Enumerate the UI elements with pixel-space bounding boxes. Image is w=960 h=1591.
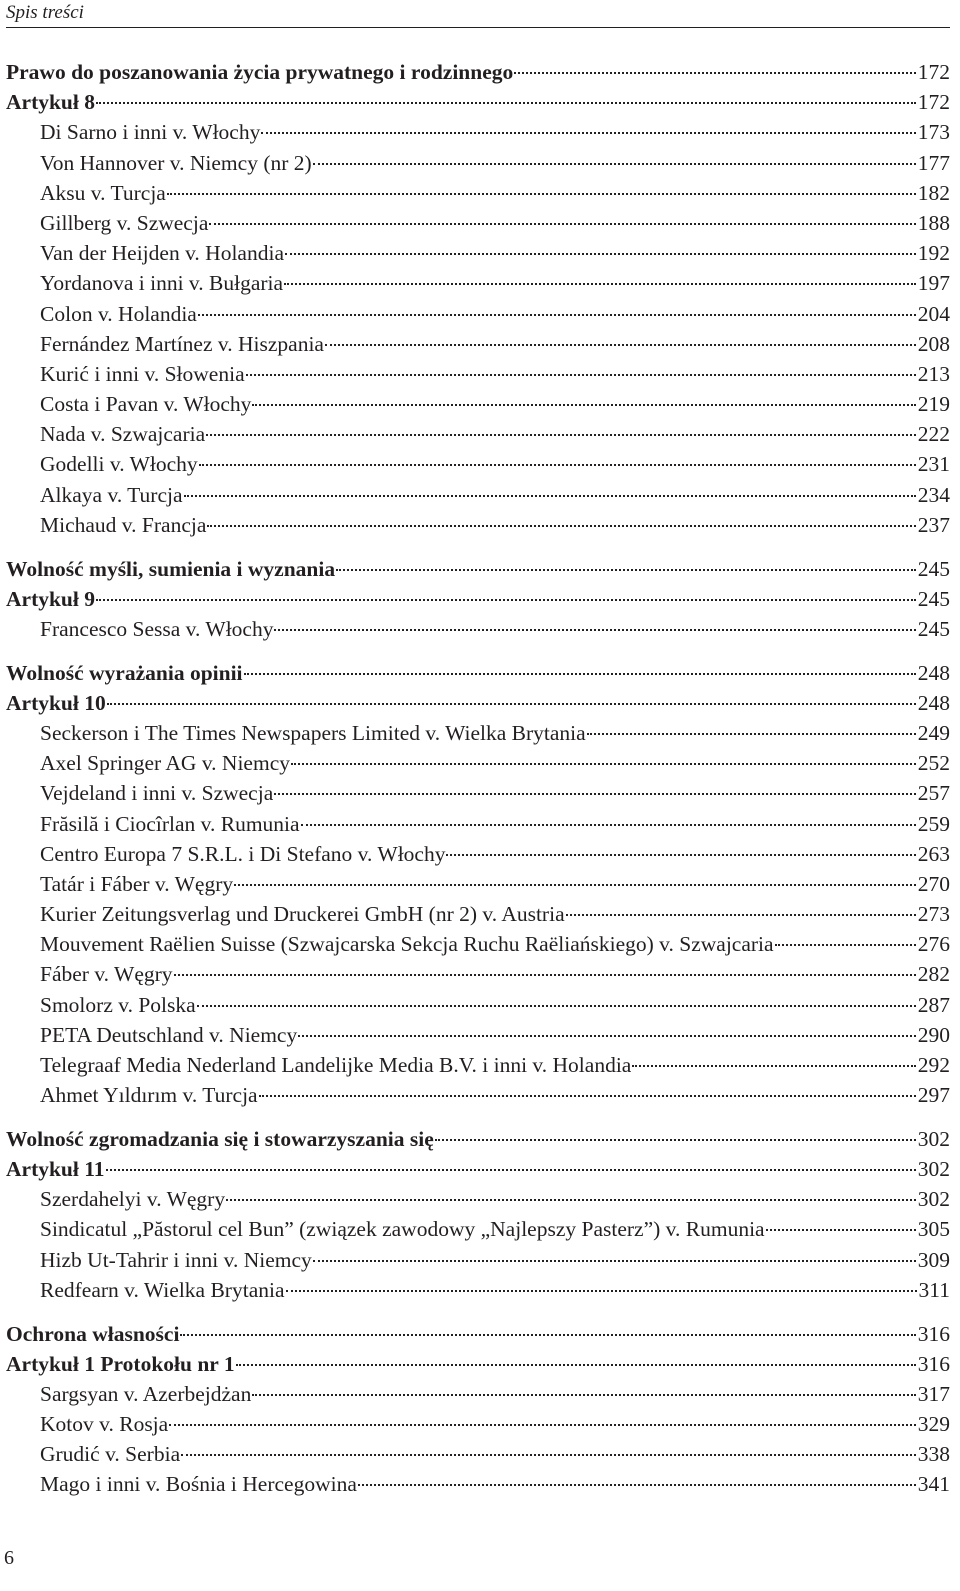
toc-entry-page: 276	[917, 932, 950, 957]
toc-case-entry[interactable]	[6, 809, 950, 839]
toc-entry-title: Prawo do poszanowania życia prywatnego i rodzinnego	[6, 60, 514, 84]
toc-case-entry[interactable]	[6, 510, 950, 540]
toc-entry-title: Artykuł 8	[6, 90, 95, 115]
toc-entry-title: Sargsyan v. Azerbejdżan	[40, 1381, 252, 1406]
toc-entry-title: Fernández Martínez v. Hiszpania	[40, 331, 324, 356]
toc-case-entry[interactable]	[6, 778, 950, 808]
toc-entry-page: 302	[917, 1126, 950, 1151]
toc-entry-page: 222	[917, 422, 950, 447]
toc-case-entry[interactable]	[6, 238, 950, 268]
toc-entry-title: Von Hannover v. Niemcy (nr 2)	[40, 150, 312, 175]
toc-entry-title: Kurić i inni v. Słowenia	[40, 361, 245, 386]
toc-case-entry[interactable]	[6, 299, 950, 329]
toc-entry-title: Ochrona własności	[6, 1321, 180, 1346]
toc-entry-title: Godelli v. Włochy	[40, 452, 198, 477]
toc-entry-page: 290	[917, 1022, 950, 1047]
toc-entry-title: Artykuł 10	[6, 690, 106, 715]
dot-leader	[313, 1260, 916, 1262]
table-of-contents	[6, 57, 950, 1500]
dot-leader	[206, 434, 916, 436]
dot-leader	[167, 193, 916, 195]
dot-leader	[234, 884, 916, 886]
toc-case-entry[interactable]	[6, 208, 950, 238]
toc-entry-page: 292	[917, 1053, 950, 1077]
dot-leader	[435, 1139, 916, 1141]
toc-case-entry[interactable]	[6, 718, 950, 748]
dot-leader	[209, 223, 915, 225]
toc-entry-title: Kurier Zeitungsverlag und Druckerei GmbH (nr 2) v. Austria	[40, 902, 565, 927]
toc-case-entry[interactable]	[6, 419, 950, 449]
dot-leader	[514, 72, 916, 74]
toc-entry-title: Michaud v. Francja	[40, 512, 207, 537]
toc-entry-title: Sindicatul „Păstorul cel Bun” (związek zawodowy „Najlepszy Pasterz”) v. Rumunia	[40, 1217, 765, 1242]
toc-entry-page: 237	[917, 512, 950, 537]
toc-case-entry[interactable]	[6, 1439, 950, 1469]
toc-entry-page: 287	[917, 992, 950, 1017]
toc-case-entry[interactable]	[6, 839, 950, 869]
toc-case-entry[interactable]	[6, 1245, 950, 1275]
toc-entry-page: 309	[917, 1247, 950, 1272]
toc-entry-page: 317	[917, 1381, 950, 1406]
dot-leader	[632, 1065, 915, 1067]
toc-entry-title: Di Sarno i inni v. Włochy	[40, 120, 261, 145]
dot-leader	[775, 944, 916, 946]
dot-leader	[261, 132, 915, 134]
dot-leader	[286, 1290, 917, 1292]
dot-leader	[446, 854, 915, 856]
toc-entry-page: 248	[917, 660, 950, 685]
toc-entry-page: 263	[917, 841, 950, 866]
toc-entry-page: 173	[917, 120, 950, 145]
toc-case-entry[interactable]	[6, 869, 950, 899]
dot-leader	[252, 404, 915, 406]
toc-entry-page: 172	[917, 90, 950, 115]
running-header: Spis treści	[6, 2, 84, 23]
dot-leader	[325, 344, 916, 346]
toc-entry-page: 316	[917, 1321, 950, 1346]
toc-entry-page: 297	[917, 1083, 950, 1108]
toc-section-entry[interactable]	[6, 688, 950, 718]
dot-leader	[252, 1394, 915, 1396]
dot-leader	[181, 1454, 916, 1456]
toc-entry-title: Wolność wyrażania opinii	[6, 660, 243, 685]
toc-case-entry[interactable]	[6, 959, 950, 989]
toc-section-entry[interactable]	[6, 584, 950, 614]
toc-entry-page: 305	[917, 1217, 950, 1242]
toc-entry-page: 341	[917, 1472, 950, 1497]
toc-entry-title: Wolność zgromadzania się i stowarzyszania się	[6, 1126, 434, 1151]
dot-leader	[184, 495, 916, 497]
toc-case-entry[interactable]	[6, 1379, 950, 1409]
toc-entry-page: 302	[917, 1157, 950, 1182]
toc-entry-title: Redfearn v. Wielka Brytania	[40, 1277, 285, 1302]
toc-entry-page: 311	[918, 1277, 950, 1302]
toc-entry-title: Mago i inni v. Bośnia i Hercegowina	[40, 1472, 357, 1497]
toc-entry-title: Smolorz v. Polska	[40, 992, 196, 1017]
toc-case-entry[interactable]	[6, 1020, 950, 1050]
toc-case-entry[interactable]	[6, 1214, 950, 1244]
toc-entry-page: 182	[917, 180, 950, 205]
toc-entry-page: 172	[917, 60, 950, 84]
toc-entry-title: Szerdahelyi v. Węgry	[40, 1187, 226, 1212]
toc-entry-title: Telegraaf Media Nederland Landelijke Media B.V. i inni v. Holandia	[40, 1053, 632, 1077]
dot-leader	[274, 629, 915, 631]
toc-case-entry[interactable]	[6, 449, 950, 479]
toc-entry-page: 245	[917, 556, 950, 581]
toc-case-entry[interactable]	[6, 329, 950, 359]
toc-entry-title: Centro Europa 7 S.R.L. i Di Stefano v. Włochy	[40, 841, 446, 866]
toc-entry-page: 234	[917, 482, 950, 507]
toc-entry-page: 257	[917, 781, 950, 806]
toc-entry-title: Gillberg v. Szwecja	[40, 210, 209, 235]
toc-entry-page: 270	[917, 871, 950, 896]
toc-entry-title: Vejdeland i inni v. Szwecja	[40, 781, 274, 806]
toc-case-entry[interactable]	[6, 268, 950, 298]
toc-case-entry[interactable]	[6, 178, 950, 208]
dot-leader	[199, 464, 916, 466]
toc-case-entry[interactable]	[6, 1050, 950, 1080]
toc-case-entry[interactable]	[6, 117, 950, 147]
toc-case-entry[interactable]	[6, 359, 950, 389]
toc-entry-page: 316	[917, 1351, 950, 1376]
toc-entry-title: Costa i Pavan v. Włochy	[40, 392, 252, 417]
dot-leader	[174, 974, 916, 976]
dot-leader	[291, 763, 916, 765]
toc-entry-page: 213	[917, 361, 950, 386]
dot-leader	[180, 1334, 915, 1336]
toc-case-entry[interactable]	[6, 748, 950, 778]
toc-case-entry[interactable]	[6, 614, 950, 644]
toc-entry-page: 249	[917, 720, 950, 745]
dot-leader	[301, 824, 916, 826]
dot-leader	[226, 1199, 916, 1201]
toc-section-entry[interactable]	[6, 1349, 950, 1379]
toc-case-entry[interactable]	[6, 148, 950, 178]
toc-case-entry[interactable]	[6, 1080, 950, 1110]
toc-entry-page: 197	[917, 271, 950, 296]
dot-leader	[207, 525, 915, 527]
dot-leader	[259, 1095, 916, 1097]
toc-entry-page: 204	[917, 301, 950, 326]
toc-entry-page: 177	[917, 150, 950, 175]
dot-leader	[198, 314, 916, 316]
dot-leader	[106, 1169, 916, 1171]
toc-entry-title: Yordanova i inni v. Bułgaria	[40, 271, 284, 296]
toc-entry-title: PETA Deutschland v. Niemcy	[40, 1022, 298, 1047]
toc-case-entry[interactable]	[6, 929, 950, 959]
dot-leader	[336, 569, 916, 571]
toc-section-entry[interactable]	[6, 57, 950, 87]
dot-leader	[566, 914, 916, 916]
dot-leader	[107, 703, 916, 705]
toc-entry-page: 282	[917, 962, 950, 987]
toc-entry-page: 302	[917, 1187, 950, 1212]
toc-entry-page: 245	[917, 586, 950, 611]
toc-entry-page: 231	[917, 452, 950, 477]
toc-entry-title: Aksu v. Turcja	[40, 180, 166, 205]
toc-case-entry[interactable]	[6, 480, 950, 510]
toc-entry-title: Seckerson i The Times Newspapers Limited v. Wielka Brytania	[40, 720, 586, 745]
toc-case-entry[interactable]	[6, 1275, 950, 1305]
dot-leader	[274, 793, 916, 795]
toc-entry-page: 188	[917, 210, 950, 235]
toc-section-entry[interactable]	[6, 658, 950, 688]
toc-case-entry[interactable]	[6, 1469, 950, 1499]
toc-case-entry[interactable]	[6, 1409, 950, 1439]
dot-leader	[197, 1005, 916, 1007]
toc-entry-page: 192	[917, 241, 950, 266]
toc-section-entry[interactable]	[6, 554, 950, 584]
toc-case-entry[interactable]	[6, 1184, 950, 1214]
toc-entry-title: Colon v. Holandia	[40, 301, 197, 326]
dot-leader	[236, 1364, 916, 1366]
toc-entry-page: 338	[917, 1442, 950, 1467]
dot-leader	[587, 733, 916, 735]
toc-case-entry[interactable]	[6, 389, 950, 419]
toc-entry-title: Van der Heijden v. Holandia	[40, 241, 284, 266]
dot-leader	[284, 283, 916, 285]
toc-section-entry[interactable]	[6, 1124, 950, 1154]
toc-entry-page: 208	[917, 331, 950, 356]
dot-leader	[246, 374, 916, 376]
toc-entry-title: Axel Springer AG v. Niemcy	[40, 751, 290, 776]
toc-entry-title: Nada v. Szwajcaria	[40, 422, 206, 447]
toc-entry-page: 259	[917, 811, 950, 836]
toc-entry-title: Frăsilă i Ciocîrlan v. Rumunia	[40, 811, 300, 836]
toc-entry-title: Mouvement Raëlien Suisse (Szwajcarska Sekcja Ruchu Raëliańskiego) v. Szwajcaria	[40, 932, 774, 957]
toc-entry-page: 329	[917, 1412, 950, 1437]
dot-leader	[285, 253, 916, 255]
toc-entry-title: Francesco Sessa v. Włochy	[40, 616, 274, 641]
toc-entry-title: Hizb Ut-Tahrir i inni v. Niemcy	[40, 1247, 312, 1272]
toc-section-entry[interactable]	[6, 87, 950, 117]
toc-entry-page: 273	[917, 902, 950, 927]
dot-leader	[298, 1035, 916, 1037]
toc-entry-page: 252	[917, 751, 950, 776]
page-number: 6	[4, 1547, 14, 1569]
header-rule	[6, 27, 950, 28]
toc-entry-title: Kotov v. Rosja	[40, 1412, 169, 1437]
toc-entry-page: 245	[917, 616, 950, 641]
toc-entry-title: Grudić v. Serbia	[40, 1442, 181, 1467]
toc-entry-title: Ahmet Yıldırım v. Turcja	[40, 1083, 258, 1108]
toc-entry-page: 248	[917, 690, 950, 715]
toc-entry-title: Artykuł 1 Protokołu nr 1	[6, 1351, 235, 1376]
dot-leader	[244, 673, 916, 675]
toc-entry-page: 219	[917, 392, 950, 417]
toc-entry-title: Wolność myśli, sumienia i wyznania	[6, 556, 336, 581]
toc-entry-title: Artykuł 9	[6, 586, 95, 611]
dot-leader	[313, 163, 916, 165]
toc-case-entry[interactable]	[6, 899, 950, 929]
toc-entry-title: Artykuł 11	[6, 1157, 105, 1182]
toc-section-entry[interactable]	[6, 1154, 950, 1184]
toc-entry-title: Alkaya v. Turcja	[40, 482, 183, 507]
dot-leader	[766, 1229, 916, 1231]
toc-case-entry[interactable]	[6, 990, 950, 1020]
dot-leader	[96, 599, 916, 601]
dot-leader	[169, 1424, 916, 1426]
dot-leader	[358, 1484, 916, 1486]
toc-entry-title: Tatár i Fáber v. Węgry	[40, 871, 234, 896]
toc-section-entry[interactable]	[6, 1319, 950, 1349]
toc-entry-title: Fáber v. Węgry	[40, 962, 173, 987]
dot-leader	[96, 102, 916, 104]
